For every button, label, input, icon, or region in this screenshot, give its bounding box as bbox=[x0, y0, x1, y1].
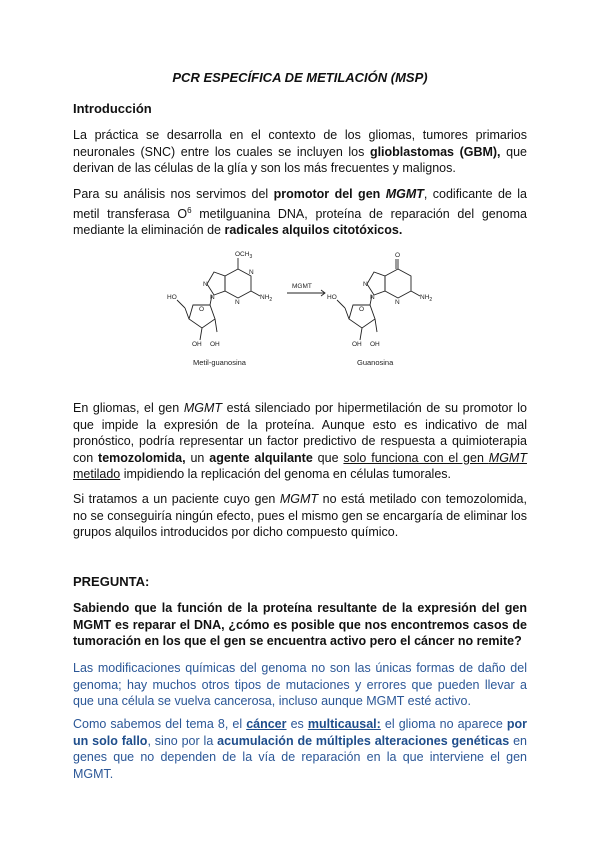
svg-text:HO: HO bbox=[327, 294, 337, 301]
left-molecule bbox=[177, 258, 260, 340]
svg-text:OCH3: $OCH_3$ bbox=[235, 251, 253, 260]
text-run: metilguanina DNA, proteína de reparación del genoma mediante la eliminación de bbox=[73, 206, 528, 238]
intro-heading: Introducción bbox=[73, 101, 152, 116]
text-run: , sino por la bbox=[147, 733, 218, 748]
text-run: que derivan de las células de la glía y son los más frecuentes y malignos. bbox=[73, 144, 527, 175]
svg-text:HO: HO bbox=[167, 294, 177, 301]
paragraph-unmethylated bbox=[73, 491, 527, 541]
text-run: Para su análisis nos servimos del bbox=[73, 187, 274, 201]
gene-name: MGMT bbox=[279, 492, 319, 506]
page-title: PCR ESPECÍFICA DE METILACIÓN (MSP) bbox=[172, 70, 428, 85]
text-run: que bbox=[312, 450, 344, 465]
reaction-arrow bbox=[287, 290, 325, 296]
svg-text:NH2: $NH_2$ bbox=[420, 294, 433, 303]
svg-text:N: N bbox=[395, 299, 400, 306]
svg-text:N: N bbox=[363, 281, 368, 288]
bold-run: radicales alquilos citotóxicos. bbox=[224, 223, 403, 238]
svg-text:N: N bbox=[370, 294, 375, 301]
text-run: Si tratamos a un paciente cuyo gen bbox=[73, 492, 280, 506]
svg-text:OH: OH bbox=[370, 341, 380, 348]
text-run: Como sabemos del tema 8, el bbox=[73, 717, 247, 731]
right-molecule-labels bbox=[327, 252, 432, 348]
left-molecule-labels bbox=[167, 251, 272, 348]
text-run: en genes que no dependen de la vía de reparación en la que interviene el gen MGMT. bbox=[73, 733, 527, 781]
text-run: impidiendo la replicación del genoma en células tumorales. bbox=[120, 467, 451, 481]
svg-text:OH: OH bbox=[192, 341, 202, 348]
svg-text:O: O bbox=[395, 252, 401, 259]
gene-name: MGMT bbox=[385, 187, 424, 201]
bold-underlined-run: multicausal: bbox=[307, 717, 381, 731]
svg-text:N: N bbox=[249, 269, 254, 276]
bold-underlined-run: cáncer bbox=[246, 717, 287, 731]
text-run: no está metilado con temozolomida, no se conseguiría ningún efecto, pues el mismo gen se encargaría de eliminar los grupos alquilos introducidos por dicho compuesto químico. bbox=[73, 492, 527, 539]
superscript: 6 bbox=[187, 205, 192, 215]
svg-text:N: N bbox=[235, 299, 240, 306]
underlined-run: solo funciona con el gen MGMT metilado bbox=[73, 450, 527, 481]
bold-run: promotor del gen bbox=[273, 187, 386, 201]
svg-text:NH2: $NH_2$ bbox=[260, 294, 273, 303]
svg-text:OH: OH bbox=[210, 341, 220, 348]
intro-paragraph-2 bbox=[73, 186, 527, 239]
intro-paragraph-1 bbox=[73, 127, 527, 177]
svg-text:OH: OH bbox=[352, 341, 362, 348]
right-molecule bbox=[337, 259, 420, 340]
question-text: Sabiendo que la función de la proteína resultante de la expresión del gen MGMT es reparar el DNA, ¿cómo es posible que nos encontremos casos de tumoración en los que el gen se encuentra activo pero el cáncer no remite? bbox=[73, 601, 527, 648]
methylguanosine-reaction-figure bbox=[155, 248, 455, 368]
text-run: , codificante de la metil transferasa O bbox=[73, 187, 527, 221]
gene-name: MGMT bbox=[183, 401, 222, 415]
bold-run: acumulación de múltiples alteraciones genéticas bbox=[217, 733, 510, 748]
bold-run: glioblastomas (GBM), bbox=[369, 144, 501, 159]
text-run: En gliomas, el gen bbox=[73, 401, 184, 415]
paragraph-mgmt-silencing bbox=[73, 400, 527, 483]
svg-text:O: O bbox=[359, 306, 365, 313]
bold-run: agente alquilante bbox=[209, 450, 313, 465]
question-heading: PREGUNTA: bbox=[73, 574, 150, 589]
text-run: el glioma no aparece bbox=[380, 717, 507, 731]
text-run: La práctica se desarrolla en el contexto de los gliomas, tumores primarios neuronales (SNC) entre los cuales se incluyen los bbox=[73, 128, 527, 159]
enzyme-label: MGMT bbox=[292, 283, 312, 290]
bold-run: temozolomida, bbox=[98, 450, 186, 465]
svg-text:O: O bbox=[199, 306, 205, 313]
answer-paragraph-1: Las modificaciones químicas del genoma no son las únicas formas de daño del genoma; hay muchos otros tipos de mutaciones y errores que pueden llevar a que una célula se vuelva cancerosa, incluso aunque MGMT esté activo. bbox=[73, 661, 527, 708]
text-run: un bbox=[185, 450, 210, 465]
svg-text:N: N bbox=[203, 281, 208, 288]
text-run: está silenciado por hipermetilación de su promotor lo que impide la expresión de la proteína. Aunque esto es indicativo de mal pronóstico, podría representar un factor predictivo de respuesta a quimioterapia con bbox=[73, 401, 527, 465]
left-molecule-label: Metil-guanosina bbox=[193, 358, 246, 367]
right-molecule-label: Guanosina bbox=[357, 358, 394, 367]
svg-text:N: N bbox=[210, 294, 215, 301]
text-run: es bbox=[286, 717, 308, 731]
answer-paragraph-2 bbox=[73, 716, 527, 782]
bold-run: por un solo fallo bbox=[73, 717, 527, 748]
